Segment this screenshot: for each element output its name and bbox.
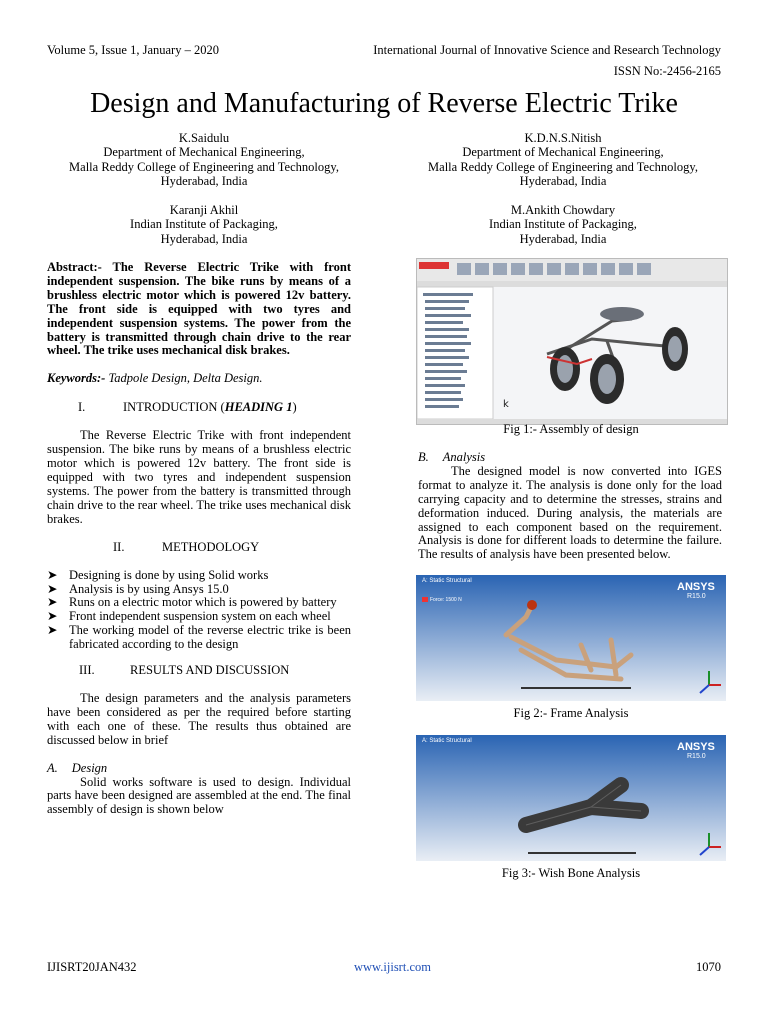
list-item: ➤ Analysis is by using Ansys 15.0 <box>47 581 229 596</box>
author-name: K.D.N.S.Nitish <box>524 131 602 145</box>
section-number: III. <box>79 663 95 678</box>
author-affiliation: Department of Mechanical Engineering, <box>462 145 664 160</box>
analysis-header: A: Static Structural <box>422 578 472 584</box>
author-affiliation: Hyderabad, India <box>519 173 607 188</box>
list-item: ➤ Front independent suspension system on each wheel <box>47 609 331 624</box>
section-number: II. <box>113 539 125 554</box>
author-block-2 <box>398 131 728 188</box>
section-heading-results <box>47 664 351 678</box>
section-title: METHODOLOGY <box>162 539 260 554</box>
ansys-version: R15.0 <box>687 753 706 760</box>
force-label: Force: 1500 N <box>430 597 462 603</box>
design-text: Solid works software is used to design. Individual parts have been designed are assembled at the end. The final assembly of design is shown below <box>47 774 351 817</box>
arrow-bullet-icon: ➤ <box>47 609 58 624</box>
author-affiliation: Indian Institute of Packaging, <box>130 217 278 232</box>
section-number: I. <box>78 400 86 415</box>
issn: ISSN No:-2456-2165 <box>613 64 721 78</box>
analysis-header: A: Static Structural <box>422 738 472 744</box>
keywords-text: Tadpole Design, Delta Design. <box>105 371 263 386</box>
subsection-heading-design: A. Design <box>47 760 108 775</box>
frame-analysis-render <box>416 575 726 701</box>
results-text: The design parameters and the analysis parameters have been considered as per the required before starting with each one of these. The results thus obtained are discussed below in brief <box>47 691 351 747</box>
article-id: IJISRT20JAN432 <box>47 960 137 974</box>
section-heading-methodology <box>47 541 351 555</box>
journal-website-link[interactable]: www.ijisrt.com <box>354 960 431 974</box>
section-title: RESULTS AND DISCUSSION <box>130 663 290 678</box>
author-affiliation: Hyderabad, India <box>519 231 607 246</box>
section-heading-introduction <box>47 401 351 415</box>
section-title: INTRODUCTION ( <box>123 400 225 415</box>
figure-2-caption: Fig 2:- Frame Analysis <box>513 706 629 720</box>
keywords-label: Keywords:- <box>47 371 106 386</box>
arrow-bullet-icon: ➤ <box>47 623 58 638</box>
abstract-label: Abstract:- <box>47 260 102 274</box>
journal-volume: Volume 5, Issue 1, January – 2020 <box>47 43 219 57</box>
figure-3-image <box>416 735 726 861</box>
arrow-bullet-icon: ➤ <box>47 581 58 596</box>
analysis-text: The designed model is now converted into IGES format to analyze it. The analysis is done only for the load carrying capacity and to determine the stresses, strains and deformation induced. During analysis, the materials are assigned to each component based on the requirement. Analysis is done for different loads to determine the failure. The results of analysis have been presented below. <box>418 463 722 562</box>
author-affiliation: Indian Institute of Packaging, <box>489 217 637 232</box>
author-affiliation: Malla Reddy College of Engineering and Technology, <box>428 159 698 174</box>
author-affiliation: Malla Reddy College of Engineering and Technology, <box>69 159 339 174</box>
author-affiliation: Hyderabad, India <box>160 231 248 246</box>
author-block-4 <box>398 203 728 246</box>
ansys-logo: ANSYS <box>677 581 715 593</box>
svg-text:k: k <box>503 399 509 410</box>
arrow-bullet-icon: ➤ <box>47 567 58 582</box>
author-name: Karanji Akhil <box>169 203 239 217</box>
figure-1-image <box>416 258 728 425</box>
abstract <box>47 261 351 358</box>
subsection-heading-analysis: B. Analysis <box>418 450 486 464</box>
abstract-text: The Reverse Electric Trike with front independent suspension. The bike runs by means of a brushless electric motor which is powered 12v battery. The front side is equipped with two tyres and independent suspension systems. The power from the battery is transmitted through chain drive to the rear wheel. The trike uses mechanical disk brakes. <box>47 260 351 358</box>
list-item: ➤ Runs on a electric motor which is powered by battery <box>47 595 337 610</box>
ansys-logo: ANSYS <box>677 741 715 753</box>
figure-3-caption: Fig 3:- Wish Bone Analysis <box>501 866 641 880</box>
list-item: ➤ Designing is done by using Solid works <box>47 567 269 582</box>
author-affiliation: Department of Mechanical Engineering, <box>103 145 305 160</box>
author-name: K.Saidulu <box>178 131 230 145</box>
figure-2-image <box>416 575 726 701</box>
author-block-1 <box>39 131 369 188</box>
figure-1-caption: Fig 1:- Assembly of design <box>503 422 639 436</box>
journal-name: International Journal of Innovative Science and Research Technology <box>373 43 721 57</box>
methodology-list <box>47 569 351 652</box>
arrow-bullet-icon: ➤ <box>47 595 58 610</box>
introduction-text: The Reverse Electric Trike with front independent suspension. The bike runs by means of a brushless electric motor which is powered 12v battery. The front side is equipped with two tyres and independent suspension systems. The power from the battery is transmitted through chain drive to the rear wheel. The trike uses mechanical disk brakes. <box>47 428 351 526</box>
section-title-italic: HEADING 1 <box>224 400 293 415</box>
cad-assembly-screenshot <box>417 259 727 424</box>
paper-title: Design and Manufacturing of Reverse Electric Trike <box>90 88 678 119</box>
list-item: ➤ The working model of the reverse electric trike is been fabricated according to the design <box>47 623 351 652</box>
author-affiliation: Hyderabad, India <box>160 173 248 188</box>
ansys-version: R15.0 <box>687 593 706 600</box>
left-column <box>47 261 351 817</box>
author-block-3 <box>39 203 369 246</box>
page-number: 1070 <box>696 960 721 974</box>
keywords <box>47 372 351 386</box>
wishbone-analysis-render <box>416 735 726 861</box>
section-title-end: ) <box>292 400 297 415</box>
author-name: M.Ankith Chowdary <box>510 203 616 217</box>
right-column-analysis <box>418 451 722 562</box>
